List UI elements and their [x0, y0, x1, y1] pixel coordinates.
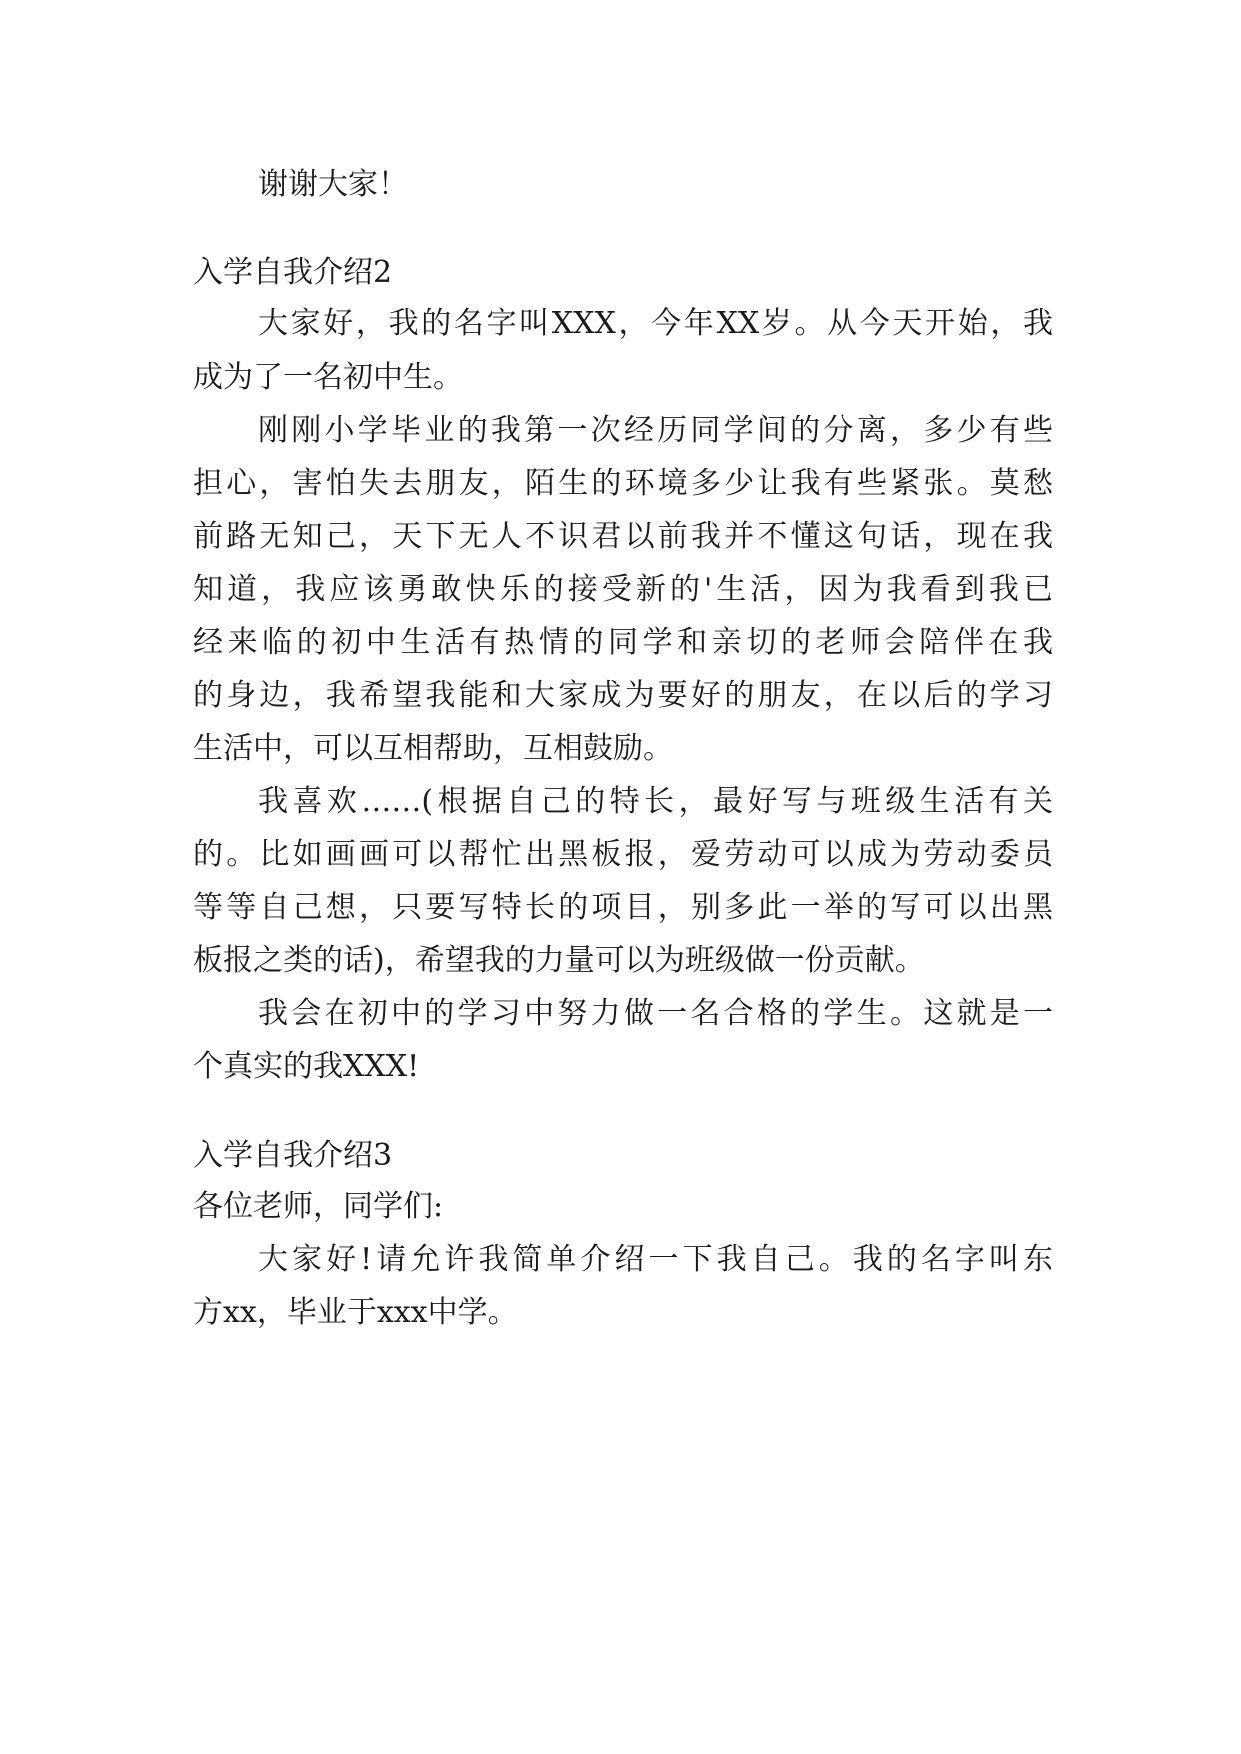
paragraph-line: 知道，我应该勇敢快乐的接受新的'生活，因为我看到我已: [193, 572, 1053, 607]
paragraph-line: 板报之类的话)，希望我的力量可以为班级做一份贡献。: [193, 943, 925, 978]
paragraph-line: 大家好，我的名字叫XXX，今年XX岁。从今天开始，我: [258, 306, 1053, 341]
paragraph-line: 等等自己想，只要写特长的项目，别多此一举的写可以出黑: [193, 890, 1053, 925]
paragraph-line: 我喜欢……(根据自己的特长，最好写与班级生活有关: [258, 784, 1053, 819]
closing-line: 谢谢大家！: [258, 167, 408, 202]
paragraph-line: 大家好!请允许我简单介绍一下我自己。我的名字叫东: [258, 1242, 1053, 1277]
paragraph-line: 生活中，可以互相帮助，互相鼓励。: [193, 731, 673, 766]
paragraph-line: 的。比如画画可以帮忙出黑板报，爱劳动可以成为劳动委员: [193, 837, 1053, 872]
paragraph-line: 我会在初中的学习中努力做一名合格的学生。这就是一: [258, 996, 1053, 1031]
paragraph-line: 方xx，毕业于xxx中学。: [193, 1295, 518, 1330]
section-2-title: 入学自我介绍2: [193, 255, 393, 290]
paragraph-line: 个真实的我XXX!: [193, 1049, 420, 1084]
paragraph-line: 经来临的初中生活有热情的同学和亲切的老师会陪伴在我: [193, 625, 1053, 660]
paragraph-line: 成为了一名初中生。: [193, 360, 463, 395]
paragraph-line: 前路无知己，天下无人不识君以前我并不懂这句话，现在我: [193, 519, 1053, 554]
paragraph-line: 担心，害怕失去朋友，陌生的环境多少让我有些紧张。莫愁: [193, 466, 1053, 501]
salutation-line: 各位老师，同学们:: [193, 1189, 444, 1224]
paragraph-line: 刚刚小学毕业的我第一次经历同学间的分离，多少有些: [258, 413, 1053, 448]
paragraph-line: 的身边，我希望我能和大家成为要好的朋友，在以后的学习: [193, 678, 1053, 713]
section-3-title: 入学自我介绍3: [193, 1138, 393, 1173]
